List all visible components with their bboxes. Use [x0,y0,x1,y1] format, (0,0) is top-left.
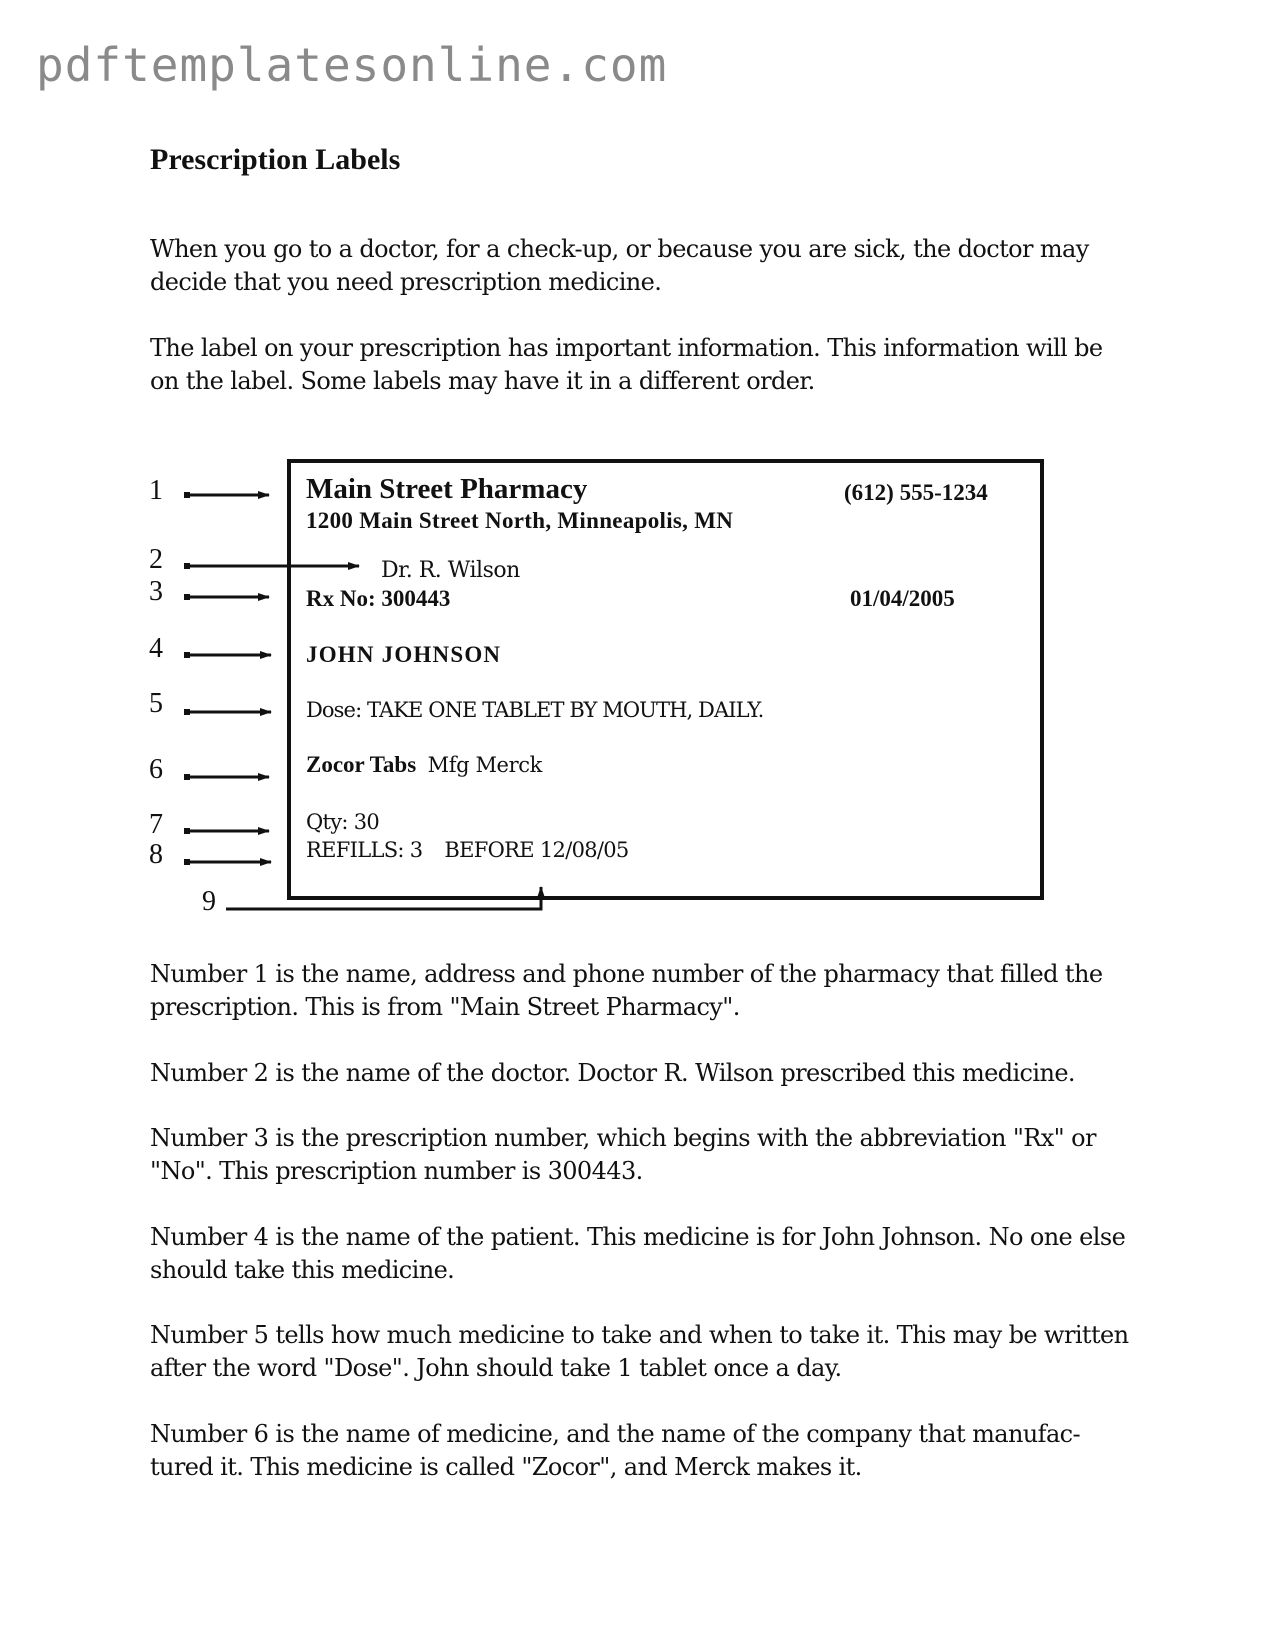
explanation-3: Number 3 is the prescription number, which begins with the abbreviation "Rx" or "No". This prescription number is 300443. [150,1124,1096,1185]
pharmacy-address: 1200 Main Street North, Minneapolis, MN [306,508,734,533]
manufacturer: Mfg Merck [427,753,542,777]
page-title: Prescription Labels [150,143,401,176]
explanation-4: Number 4 is the name of the patient. This medicine is for John Johnson. No one else should take this medicine. [150,1223,1126,1284]
fill-date: 01/04/2005 [850,586,955,611]
intro-paragraph-1: When you go to a doctor, for a check-up, or because you are sick, the doctor may decide that you need prescription medicine. [150,235,1089,296]
rx-number: Rx No: 300443 [306,586,451,611]
watermark: pdftemplatesonline.com [36,38,668,92]
pharmacy-phone: (612) 555-1234 [844,480,988,505]
explanation-1: Number 1 is the name, address and phone number of the pharmacy that filled the prescription. This is from "Main Street Pharmacy". [150,960,1103,1021]
explanation-6: Number 6 is the name of medicine, and the name of the company that manufac-tured it. This medicine is called "Zocor", and Merck makes it. [150,1420,1081,1481]
marker-6: 6 [149,754,163,785]
marker-4: 4 [149,633,163,664]
refill-before-date: BEFORE 12/08/05 [444,838,629,862]
arrow-9 [226,887,541,909]
dose-instructions: Dose: TAKE ONE TABLET BY MOUTH, DAILY. [306,698,764,722]
refills: REFILLS: 3 [306,838,423,862]
explanation-5: Number 5 tells how much medicine to take and when to take it. This may be written after the word "Dose". John should take 1 tablet once a day. [150,1321,1129,1382]
marker-3: 3 [149,576,163,607]
quantity: Qty: 30 [306,810,380,834]
marker-9: 9 [202,886,216,917]
marker-7: 7 [149,809,163,840]
pharmacy-name: Main Street Pharmacy [306,473,588,505]
marker-1: 1 [149,475,163,506]
medicine-name: Zocor Tabs [306,752,417,777]
explanation-2: Number 2 is the name of the doctor. Doctor R. Wilson prescribed this medicine. [150,1059,1075,1087]
marker-8: 8 [149,839,163,870]
marker-2: 2 [149,544,163,575]
marker-5: 5 [149,688,163,719]
intro-paragraph-2: The label on your prescription has important information. This information will be on the label. Some labels may have it in a different order. [150,334,1103,395]
doctor-name: Dr. R. Wilson [381,558,520,583]
patient-name: JOHN JOHNSON [306,642,502,667]
